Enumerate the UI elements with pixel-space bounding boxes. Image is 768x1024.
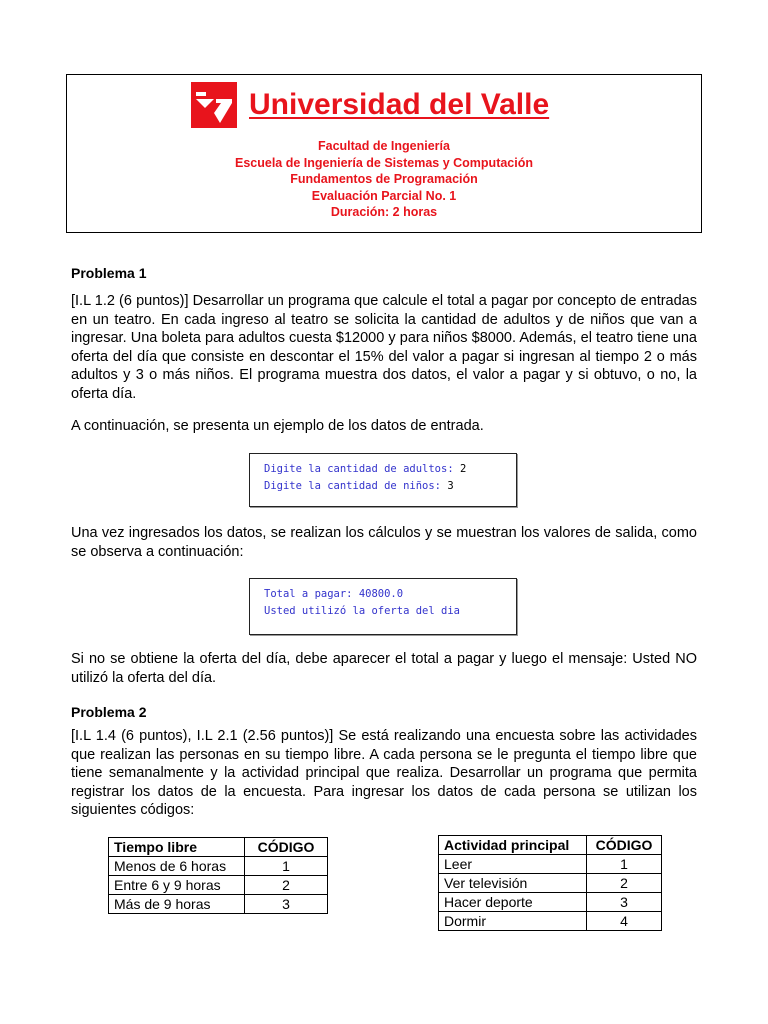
- problem1-input-intro: A continuación, se presenta un ejemplo de los datos de entrada.: [71, 418, 484, 434]
- table-row: [439, 893, 662, 912]
- table-header: CÓDIGO: [587, 836, 662, 855]
- output-console: [249, 578, 517, 635]
- school-line: Escuela de Ingeniería de Sistemas y Computación: [234, 155, 534, 170]
- table-row: [109, 895, 328, 914]
- problem1-title: Problema 1: [71, 265, 147, 281]
- problem1-statement: [I.L 1.2 (6 puntos)] Desarrollar un programa que calcule el total a pagar por concepto de entradas en un teatro. En cada ingreso al teatro se solicita la cantidad de adultos y de niños que van a ingresar. Una boleta para adultos cuesta $12000 y para niños $8000. Además, el teatro tiene una oferta del día que consiste en descontar el 15% del valor a pagar si ingresan al tiempo 2 o más adultos y 3 o más niños. El programa muestra dos datos, el valor a pagar y si obtuvo, o no, la oferta día.: [71, 293, 697, 402]
- table-row: [109, 876, 328, 895]
- console-line: Digite la cantidad de adultos: 2: [264, 463, 467, 475]
- table-cell: Hacer deporte: [439, 893, 587, 912]
- university-logo-icon: [191, 82, 237, 128]
- table-header-row: [439, 836, 662, 855]
- course-line: Fundamentos de Programación: [290, 172, 478, 186]
- table-cell: Menos de 6 horas: [109, 857, 245, 876]
- table-row: [439, 855, 662, 874]
- exam-line: Evaluación Parcial No. 1: [311, 188, 457, 203]
- problem2-statement: [I.L 1.4 (6 puntos), I.L 2.1 (2.56 puntos)] Se está realizando una encuesta sobre las actividades que realizan las personas en su tiempo libre. A cada persona se le pregunta el tiempo libre que tiene semanalmente y la actividad principal que realiza. Desarrollar un programa que permita registrar los datos de la encuesta. Para ingresar los datos de cada persona se utilizan los siguientes códigos:: [71, 728, 697, 818]
- table-header: CÓDIGO: [245, 838, 328, 857]
- free-time-table: [108, 837, 328, 914]
- university-brand: [191, 82, 549, 128]
- console-line: Digite la cantidad de niños: 3: [264, 480, 454, 492]
- table-header: Tiempo libre: [109, 838, 245, 857]
- table-cell: 3: [245, 895, 328, 914]
- table-row: [439, 874, 662, 893]
- table-header: Actividad principal: [439, 836, 587, 855]
- table-cell: Leer: [439, 855, 587, 874]
- problem1-output-intro: Una vez ingresados los datos, se realizan los cálculos y se muestran los valores de salida, como se observa a continuación:: [71, 525, 697, 560]
- table-cell: Más de 9 horas: [109, 895, 245, 914]
- input-console: [249, 453, 517, 507]
- problem2-title: Problema 2: [71, 704, 147, 720]
- table-cell: 1: [587, 855, 662, 874]
- table-cell: 2: [587, 874, 662, 893]
- table-row: [109, 857, 328, 876]
- duration-line: Duración: 2 horas: [330, 205, 438, 219]
- table-row: [439, 912, 662, 931]
- table-cell: Ver televisión: [439, 874, 587, 893]
- university-name: Universidad del Valle: [249, 88, 550, 121]
- console-line: Usted utilizó la oferta del dia: [264, 605, 460, 617]
- problem1-closing: Si no se obtiene la oferta del día, debe aparecer el total a pagar y luego el mensaje: Usted NO utilizó la oferta del día.: [71, 651, 697, 686]
- table-header-row: [109, 838, 328, 857]
- table-cell: Entre 6 y 9 horas: [109, 876, 245, 895]
- table-cell: 1: [245, 857, 328, 876]
- table-cell: 4: [587, 912, 662, 931]
- table-cell: Dormir: [439, 912, 587, 931]
- header-info: [67, 138, 701, 221]
- console-line: Total a pagar: 40800.0: [264, 588, 404, 600]
- table-cell: 2: [245, 876, 328, 895]
- exam-header: [66, 74, 702, 233]
- table-cell: 3: [587, 893, 662, 912]
- activity-table: [438, 835, 662, 931]
- faculty-line: Facultad de Ingeniería: [318, 139, 450, 153]
